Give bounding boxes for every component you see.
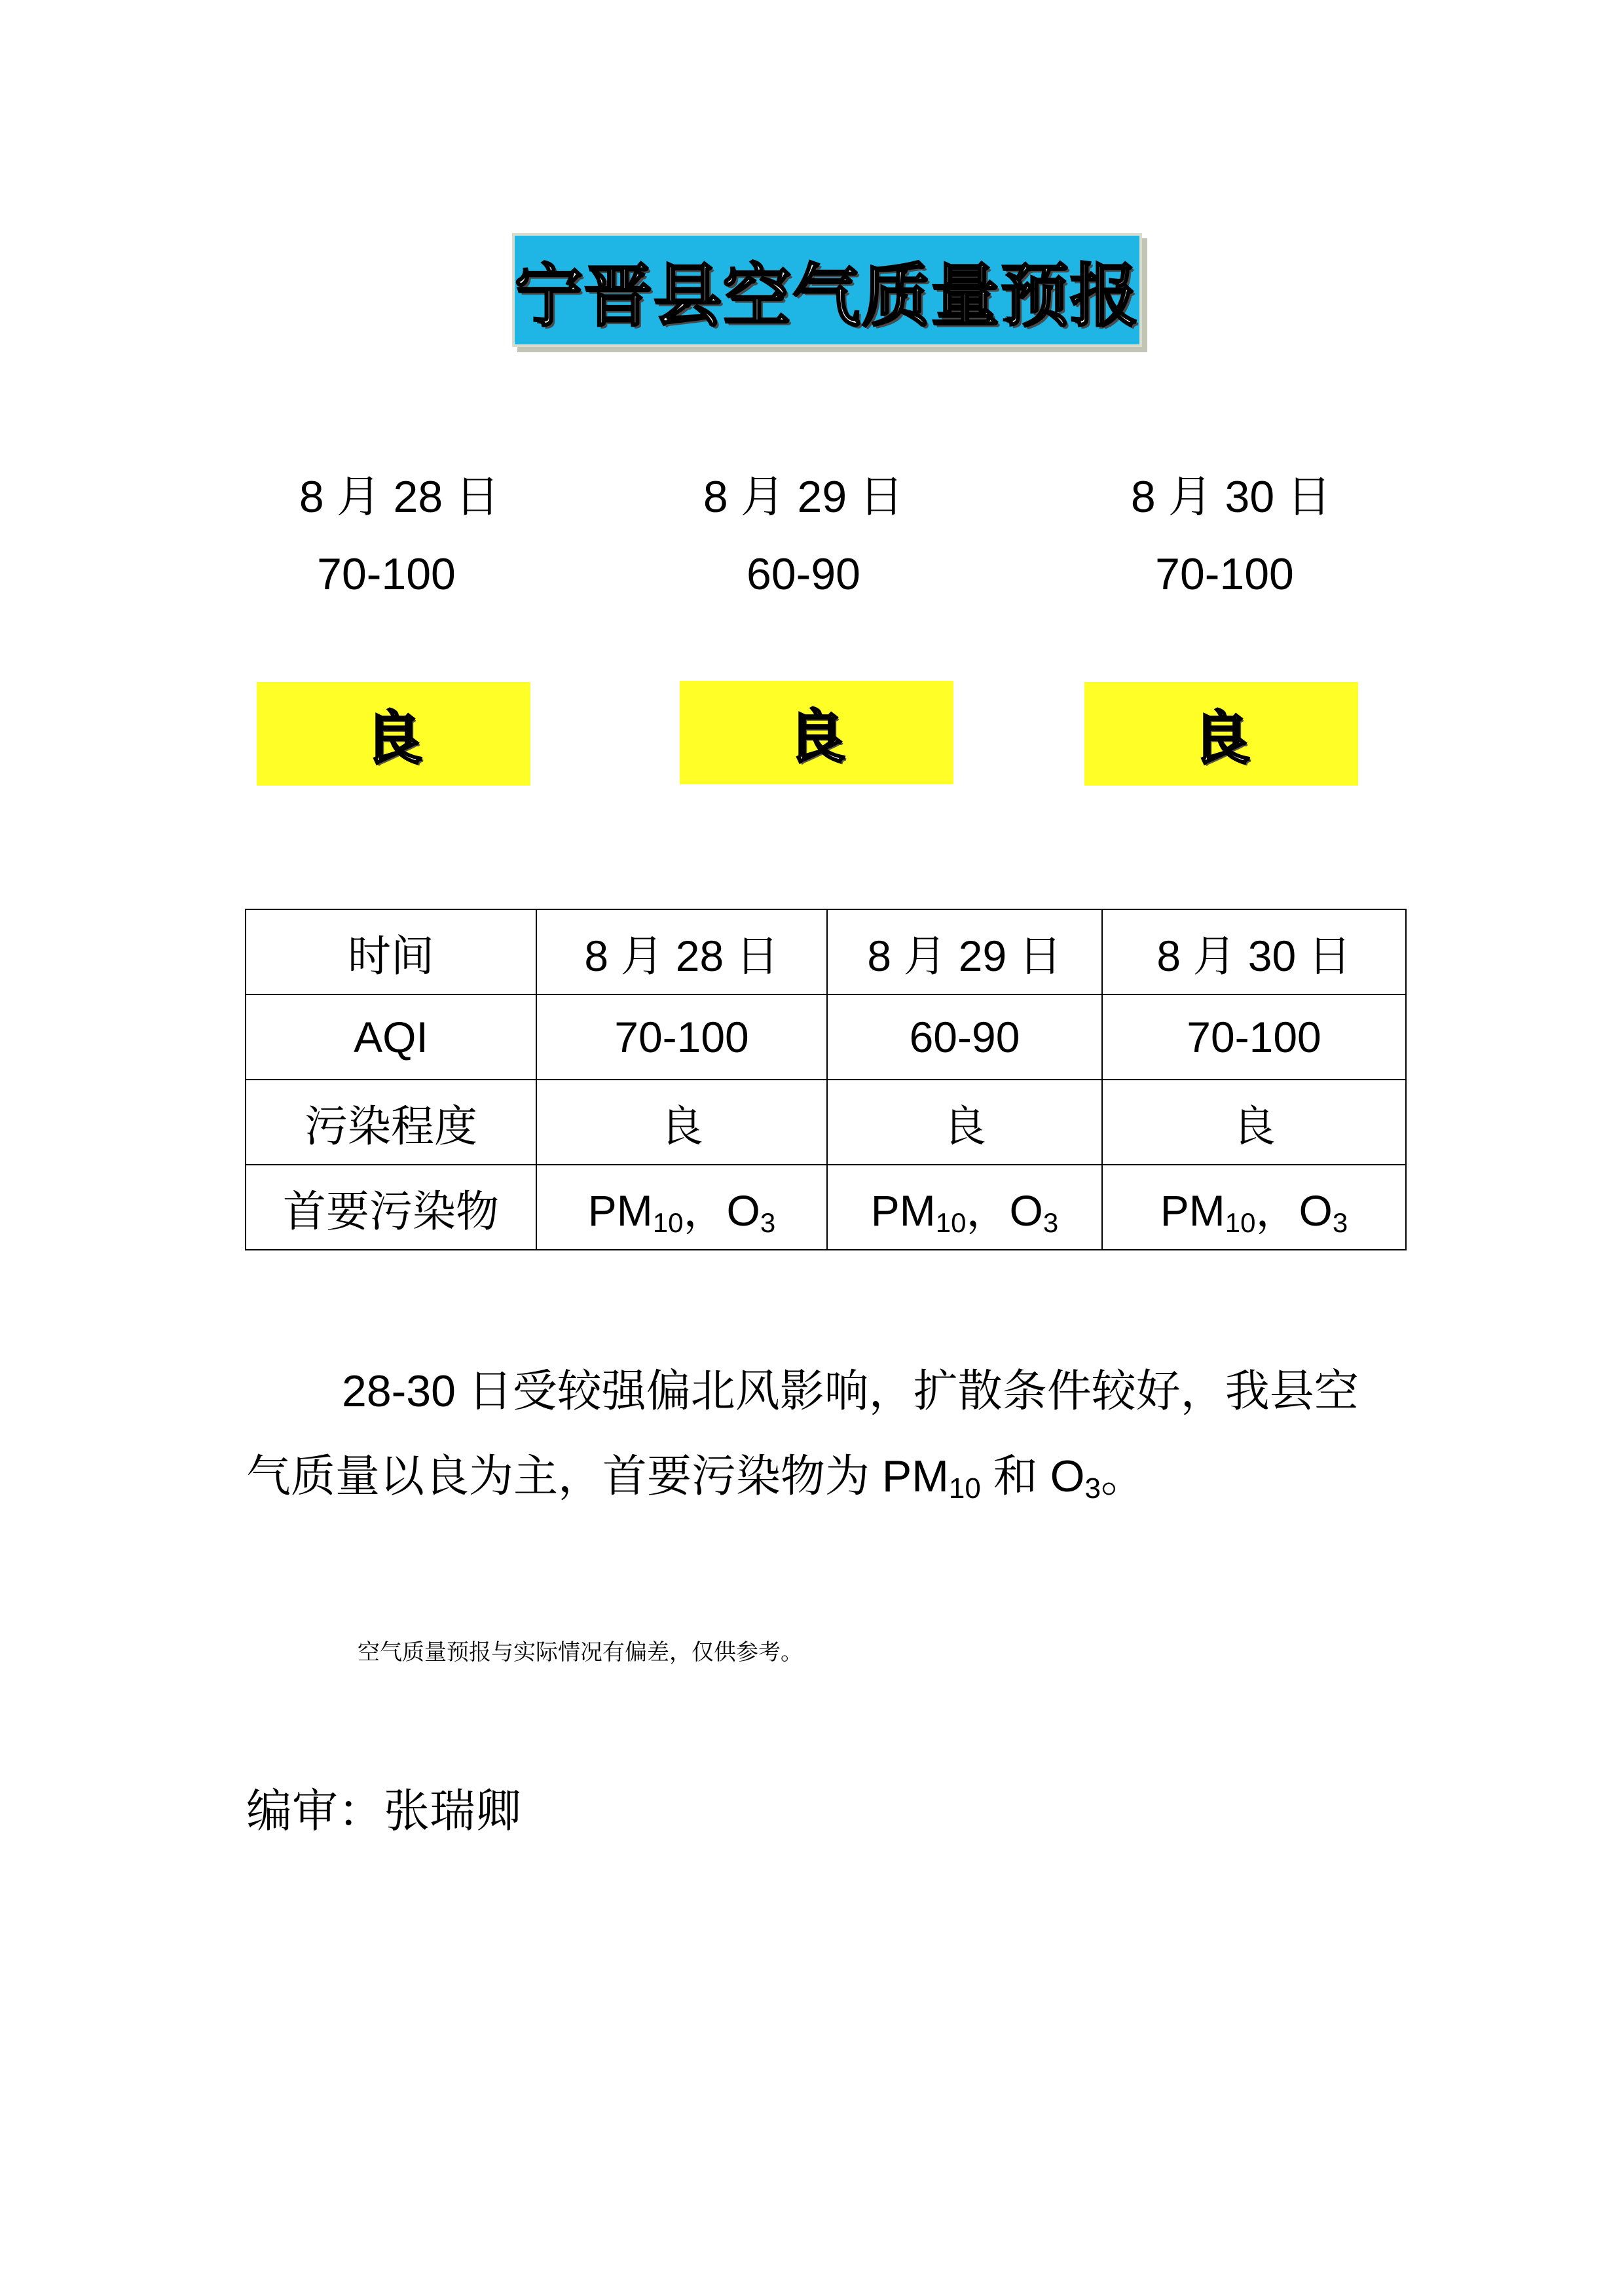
o-subscript: 3 — [760, 1207, 776, 1238]
table-header-pollutant: 首要污染物 — [246, 1165, 536, 1250]
o-subscript: 3 — [1332, 1207, 1348, 1238]
summary-sub-2: 3 — [1084, 1472, 1101, 1504]
o-subscript: 3 — [1043, 1207, 1059, 1238]
pm-label: PM — [870, 1186, 936, 1235]
table-row — [246, 909, 1406, 994]
table-header-aqi: AQI — [246, 994, 536, 1080]
pm-label: PM — [1160, 1186, 1225, 1235]
day-3-level-badge — [1084, 682, 1358, 786]
table-cell-aqi-2: 60-90 — [827, 994, 1102, 1080]
editor-line: 编审：张瑞卿 — [246, 1784, 521, 1838]
pm-subscript: 10 — [935, 1207, 967, 1238]
day-2-date: 8 月 29 日 — [703, 472, 904, 522]
table-row — [246, 1080, 1406, 1165]
summary-text-3: 。 — [1101, 1451, 1146, 1501]
table-cell-date-3: 8 月 30 日 — [1102, 909, 1406, 994]
o-label: O — [1299, 1186, 1333, 1235]
table-cell-level-2: 良 — [827, 1080, 1102, 1165]
day-3-date: 8 月 30 日 — [1130, 472, 1332, 522]
day-1-level-badge — [257, 682, 530, 786]
table-header-time: 时间 — [246, 909, 536, 994]
table-cell-pollutant-1 — [536, 1165, 827, 1250]
title-banner — [512, 233, 1142, 347]
day-3-aqi: 70-100 — [1155, 549, 1294, 599]
day-2-level-badge — [680, 681, 953, 784]
day-1-level: 良 — [364, 704, 422, 772]
summary-sub-1: 10 — [948, 1472, 981, 1504]
day-1-date: 8 月 28 日 — [299, 472, 500, 522]
summary-text-1: 28-30 日受较强偏北风影响，扩散条件较好，我县空气质量以良为主，首要污染物为 PM — [246, 1366, 1359, 1501]
day-2-aqi: 60-90 — [747, 549, 860, 599]
disclaimer-note: 空气质量预报与实际情况有偏差，仅供参考。 — [358, 1639, 803, 1666]
pm-subscript: 10 — [1225, 1207, 1256, 1238]
page-title: 宁晋县空气质量预报 — [515, 256, 1140, 336]
separator: ， — [1255, 1186, 1299, 1235]
table-cell-aqi-3: 70-100 — [1102, 994, 1406, 1080]
table-row — [246, 1165, 1406, 1250]
table-header-level: 污染程度 — [246, 1080, 536, 1165]
day-2-level: 良 — [787, 703, 845, 771]
table-cell-level-1: 良 — [536, 1080, 827, 1165]
table-cell-aqi-1: 70-100 — [536, 994, 827, 1080]
separator: ， — [683, 1186, 727, 1235]
table-cell-date-1: 8 月 28 日 — [536, 909, 827, 994]
table-cell-level-3: 良 — [1102, 1080, 1406, 1165]
summary-paragraph — [246, 1349, 1386, 1531]
day-1-aqi: 70-100 — [317, 549, 456, 599]
table-cell-pollutant-3 — [1102, 1165, 1406, 1250]
table-cell-pollutant-2 — [827, 1165, 1102, 1250]
forecast-table — [245, 909, 1407, 1250]
o-label: O — [726, 1186, 760, 1235]
table-row — [246, 994, 1406, 1080]
pm-subscript: 10 — [652, 1207, 684, 1238]
pm-label: PM — [587, 1186, 653, 1235]
table-cell-date-2: 8 月 29 日 — [827, 909, 1102, 994]
o-label: O — [1009, 1186, 1043, 1235]
day-3-level: 良 — [1192, 704, 1250, 772]
separator: ， — [966, 1186, 1010, 1235]
summary-text-2: 和 O — [980, 1451, 1085, 1501]
